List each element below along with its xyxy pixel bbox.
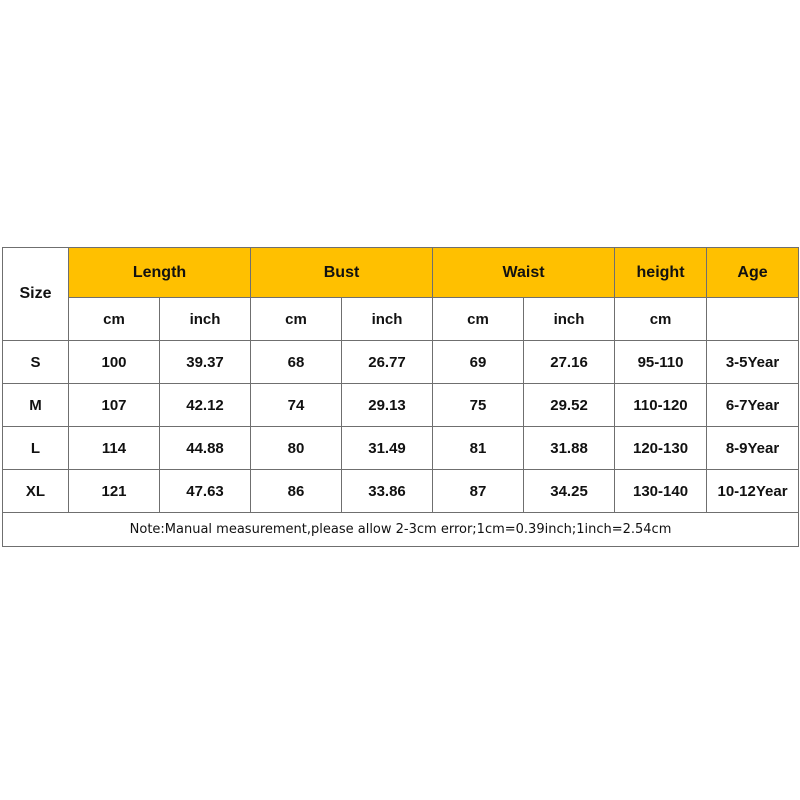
size-chart-table bbox=[2, 247, 799, 547]
table-row bbox=[3, 427, 799, 470]
table-cell: 6-7Year bbox=[707, 384, 799, 427]
bust-header: Bust bbox=[251, 248, 433, 298]
table-cell: 34.25 bbox=[524, 470, 615, 513]
unit-cell bbox=[707, 298, 799, 341]
size-label: L bbox=[3, 427, 69, 470]
unit-cell: cm bbox=[615, 298, 707, 341]
table-cell: 130-140 bbox=[615, 470, 707, 513]
table-cell: 87 bbox=[433, 470, 524, 513]
size-label: XL bbox=[3, 470, 69, 513]
table-cell: 114 bbox=[69, 427, 160, 470]
table-cell: 31.49 bbox=[342, 427, 433, 470]
size-column-header: Size bbox=[3, 248, 69, 341]
table-cell: 8-9Year bbox=[707, 427, 799, 470]
table-cell: 31.88 bbox=[524, 427, 615, 470]
table-cell: 74 bbox=[251, 384, 342, 427]
table-cell: 3-5Year bbox=[707, 341, 799, 384]
header-row bbox=[3, 248, 799, 298]
table-cell: 29.52 bbox=[524, 384, 615, 427]
table-cell: 95-110 bbox=[615, 341, 707, 384]
table-cell: 81 bbox=[433, 427, 524, 470]
size-label: S bbox=[3, 341, 69, 384]
table-cell: 47.63 bbox=[160, 470, 251, 513]
unit-cell: cm bbox=[251, 298, 342, 341]
table-cell: 69 bbox=[433, 341, 524, 384]
unit-cell: inch bbox=[524, 298, 615, 341]
table-cell: 33.86 bbox=[342, 470, 433, 513]
unit-cell: cm bbox=[433, 298, 524, 341]
unit-cell: cm bbox=[69, 298, 160, 341]
size-label: M bbox=[3, 384, 69, 427]
table-row bbox=[3, 341, 799, 384]
note-row bbox=[3, 513, 799, 547]
length-header: Length bbox=[69, 248, 251, 298]
table-row bbox=[3, 470, 799, 513]
table-cell: 26.77 bbox=[342, 341, 433, 384]
table-cell: 107 bbox=[69, 384, 160, 427]
table-cell: 42.12 bbox=[160, 384, 251, 427]
table-cell: 120-130 bbox=[615, 427, 707, 470]
table-cell: 29.13 bbox=[342, 384, 433, 427]
table-cell: 27.16 bbox=[524, 341, 615, 384]
table-cell: 75 bbox=[433, 384, 524, 427]
table-cell: 100 bbox=[69, 341, 160, 384]
table-cell: 10-12Year bbox=[707, 470, 799, 513]
waist-header: Waist bbox=[433, 248, 615, 298]
table-cell: 110-120 bbox=[615, 384, 707, 427]
table-cell: 39.37 bbox=[160, 341, 251, 384]
table-cell: 68 bbox=[251, 341, 342, 384]
table-cell: 86 bbox=[251, 470, 342, 513]
measurement-note: Note:Manual measurement,please allow 2-3cm error;1cm=0.39inch;1inch=2.54cm bbox=[3, 513, 799, 547]
age-header: Age bbox=[707, 248, 799, 298]
unit-cell: inch bbox=[342, 298, 433, 341]
height-header: height bbox=[615, 248, 707, 298]
table-cell: 44.88 bbox=[160, 427, 251, 470]
table-cell: 80 bbox=[251, 427, 342, 470]
unit-cell: inch bbox=[160, 298, 251, 341]
table-row bbox=[3, 384, 799, 427]
table-cell: 121 bbox=[69, 470, 160, 513]
unit-row bbox=[3, 298, 799, 341]
